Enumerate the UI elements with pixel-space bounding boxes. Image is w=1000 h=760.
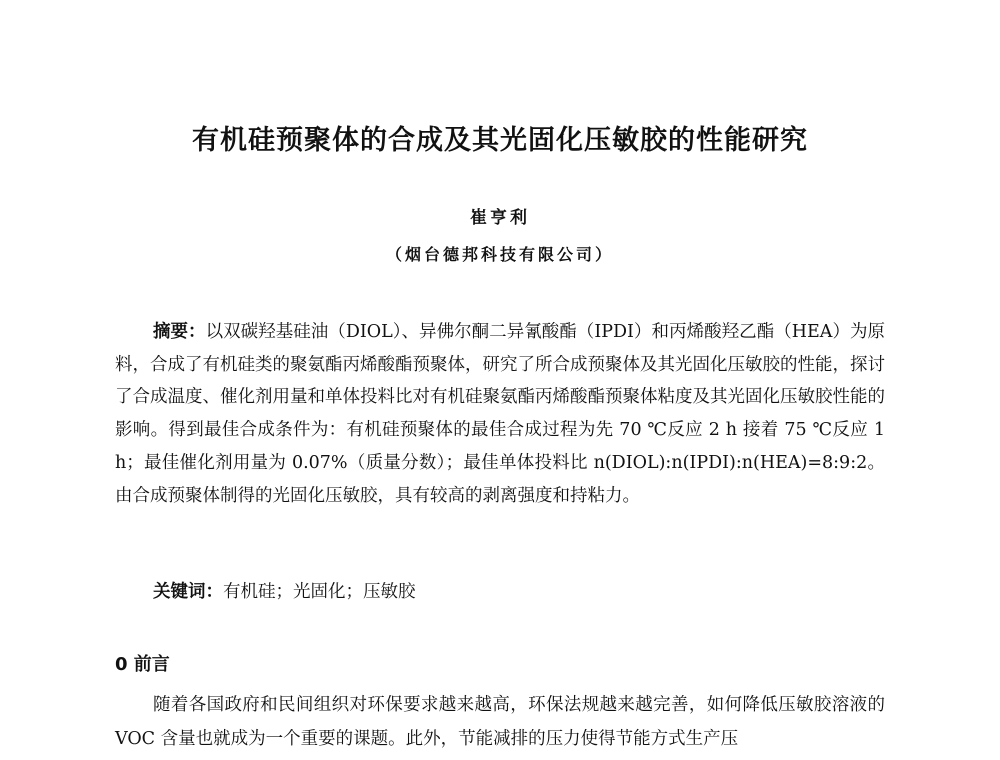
author-name: 崔亨利 xyxy=(470,208,530,228)
author-affiliation: （烟台德邦科技有限公司） xyxy=(385,245,614,264)
introduction-paragraph: 随着各国政府和民间组织对环保要求越来越高，环保法规越来越完善，如何降低压敏胶溶液的 VOC 含量也就成为一个重要的课题。此外，节能减排的压力使得节能方式生产压 xyxy=(115,695,885,749)
paper-title: 有机硅预聚体的合成及其光固化压敏胶的性能研究 xyxy=(192,125,808,156)
keywords-label: 关键词： xyxy=(153,582,223,602)
abstract-paragraph xyxy=(115,316,885,512)
section-heading-introduction: 0 前言 xyxy=(115,654,170,675)
keywords-line xyxy=(153,578,883,606)
abstract-text: 以双碳羟基硅油（DIOL）、异佛尔酮二异氰酸酯（IPDI）和丙烯酸羟乙酯（HEA）为原料，合成了有机硅类的聚氨酯丙烯酸酯预聚体，研究了所合成预聚体及其光固化压敏胶的性能，探讨了合成温度、催化剂用量和单体投料比对有机硅聚氨酯丙烯酸酯预聚体粘度及其光固化压敏胶性能的影响。得到最佳合成条件为：有机硅预聚体的最佳合成过程为先 70 ℃反应 2 h 接着 75 ℃反应 1 h；最佳催化剂用量为 0.07%（质量分数）；最佳单体投料比 n(DIOL):n(IPDI):n(HEA)=8:9:2。由合成预聚体制得的光固化压敏胶，具有较高的剥离强度和持粘力。 xyxy=(115,322,886,506)
abstract-label: 摘要： xyxy=(153,322,206,342)
keywords-text: 有机硅；光固化；压敏胶 xyxy=(223,582,416,602)
